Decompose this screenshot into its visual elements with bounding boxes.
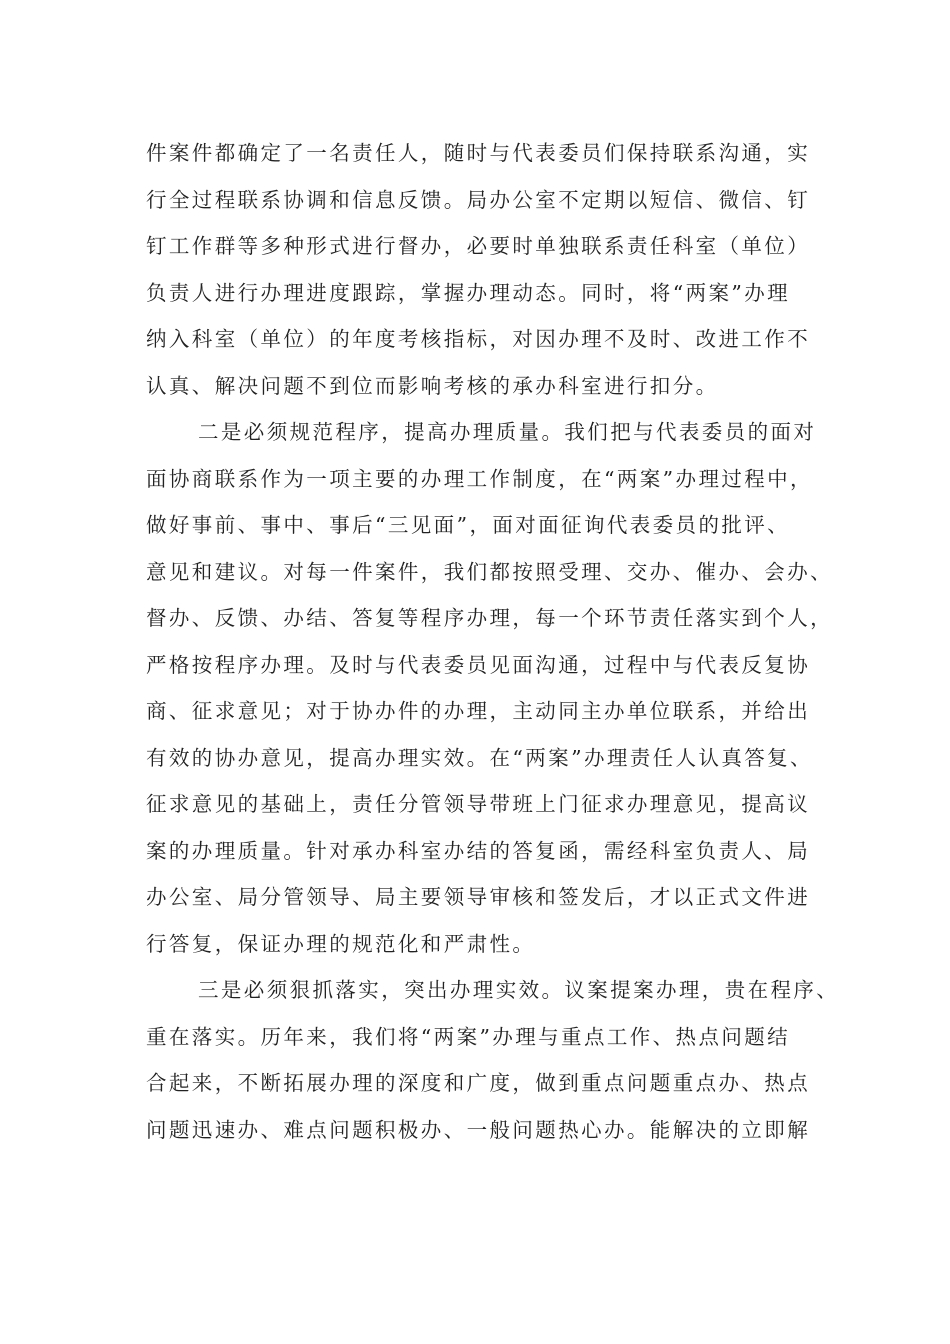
text-line: 问题迅速办、难点问题积极办、一般问题热心办。能解决的立即解 (146, 1117, 811, 1142)
paragraph-start-line: 三是必须狠抓落实，突出办理实效。议案提案办理，贵在程序、 (198, 978, 840, 1002)
text-line: 案的办理质量。针对承办科室办结的答复函，需经科室负责人、局 (146, 838, 811, 863)
text-line: 意见和建议。对每一件案件，我们都按照受理、交办、催办、会办、 (146, 559, 833, 584)
paragraph-start-line: 二是必须规范程序，提高办理质量。我们把与代表委员的面对 (198, 420, 817, 444)
text-line: 合起来，不断拓展办理的深度和广度，做到重点问题重点办、热点 (146, 1071, 811, 1095)
text-line: 面协商联系作为一项主要的办理工作制度，在“两案”办理过程中， (146, 466, 813, 491)
text-line: 认真、解决问题不到位而影响考核的承办科室进行扣分。 (146, 373, 719, 398)
text-line: 纳入科室（单位）的年度考核指标，对因办理不及时、改进工作不 (146, 327, 811, 351)
text-line: 商、征求意见；对于协办件的办理，主动同主办单位联系，并给出 (146, 699, 811, 723)
text-line: 有效的协办意见，提高办理实效。在“两案”办理责任人认真答复、 (146, 745, 813, 770)
text-line: 负责人进行办理进度跟踪，掌握办理动态。同时，将“两案”办理 (146, 280, 791, 305)
text-line: 钉工作群等多种形式进行督办，必要时单独联系责任科室（单位） (146, 234, 811, 258)
body-text (146, 130, 840, 1153)
text-line: 行全过程联系协调和信息反馈。局办公室不定期以短信、微信、钉 (146, 187, 811, 212)
text-line: 行答复，保证办理的规范化和严肃性。 (146, 931, 536, 956)
text-line: 严格按程序办理。及时与代表委员见面沟通，过程中与代表反复协 (146, 652, 811, 677)
text-line: 件案件都确定了一名责任人，随时与代表委员们保持联系沟通，实 (146, 141, 811, 165)
text-line: 重在落实。历年来，我们将“两案”办理与重点工作、热点问题结 (146, 1024, 791, 1049)
text-line: 督办、反馈、办结、答复等程序办理，每一个环节责任落实到个人， (146, 606, 833, 630)
text-line: 征求意见的基础上，责任分管领导带班上门征求办理意见，提高议 (146, 792, 811, 816)
text-line: 办公室、局分管领导、局主要领导审核和签发后，才以正式文件进 (146, 885, 811, 909)
text-line: 做好事前、事中、事后“三见面”，面对面征询代表委员的批评、 (146, 513, 791, 537)
